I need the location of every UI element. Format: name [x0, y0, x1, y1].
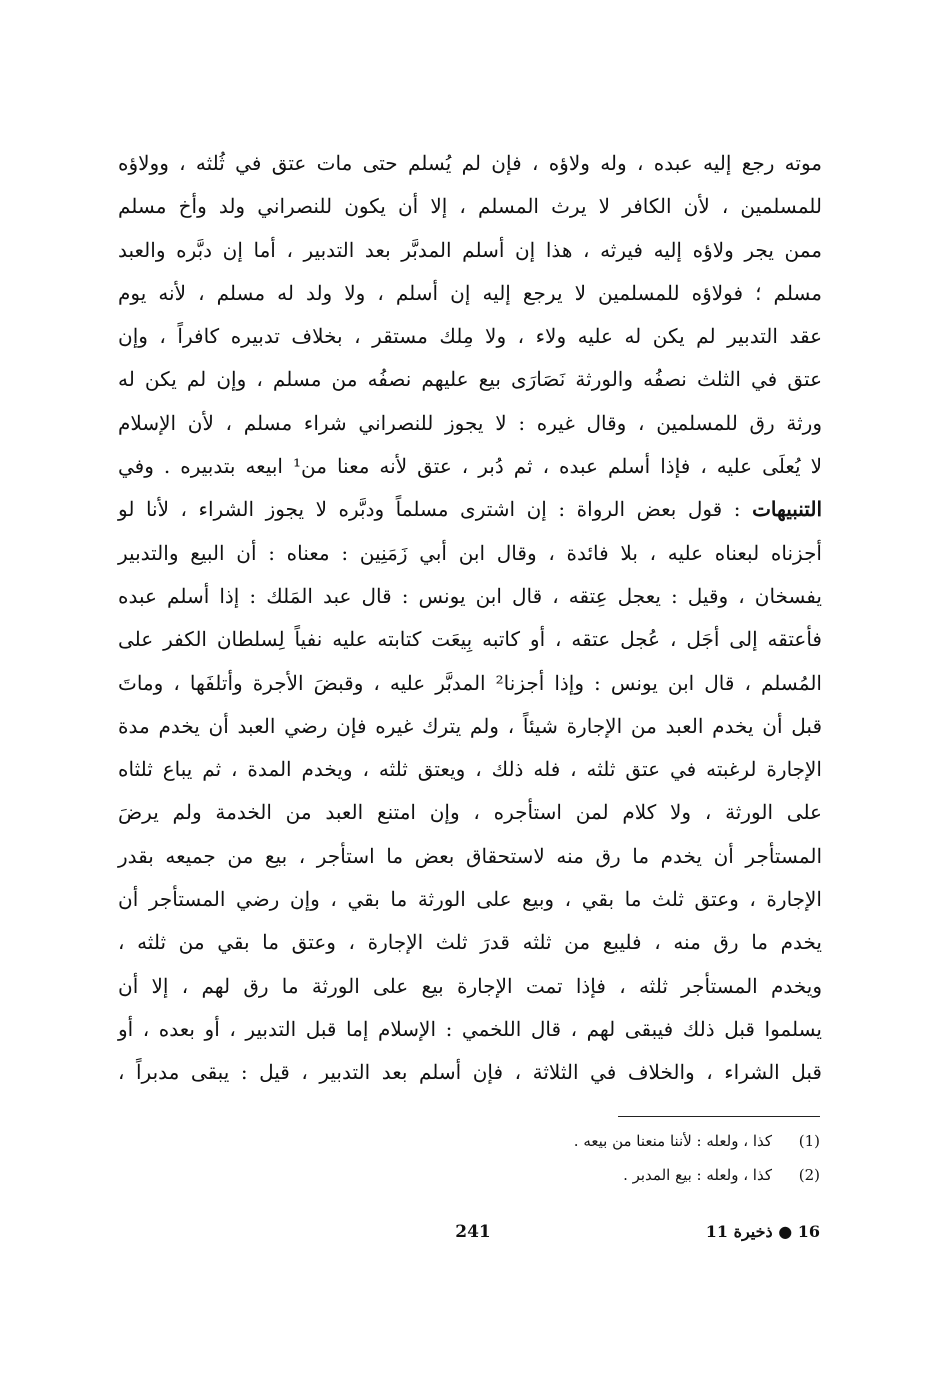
text-line: ورثة رق للمسلمين ، وقال غيره : لا يجوز للنصراني شراء مسلم ، لأن الإسلام — [118, 410, 822, 435]
text-line: لا يُعلَى عليه ، فإذا أسلم عبده ، ثم دُبر ، عتق لأنه معنا من¹ ابيعه بتدبيره . وفي — [118, 454, 823, 479]
text-line: أجزناه لبعناه عليه ، بلا فائدة ، وقال ابن أبي زَمَنِين : معناه : أن البيع والتدبير — [118, 540, 822, 565]
line-rest: قول بعض الرواة : إن اشترى مسلماً ودبَّره لا يجوز الشراء ، لأنا لو — [118, 497, 723, 522]
signature-mark: 16 ● ذخيرة 11 — [705, 1222, 820, 1241]
text-line: التنبيهات : قول بعض الرواة : إن اشترى مسلماً ودبَّره لا يجوز الشراء ، لأنا لو — [118, 497, 822, 522]
footnote-number: (1) — [798, 1132, 820, 1150]
text-line: المُسلم ، قال ابن يونس : وإذا أجزنا² المدبَّر عليه ، وقبضَ الأجرة وأتلفَها ، وماتَ — [118, 670, 822, 695]
text-line: عقد التدبير لم يكن له عليه ولاء ، ولا مِلك مستقر ، بخلاف تدبيره كافراً ، وإن — [118, 324, 822, 349]
text-line: للمسلمين ، لأن الكافر لا يرث المسلم ، إلا أن يكون للنصراني ولد وأخ مسلم — [118, 194, 822, 219]
text-line: يفسخان ، وقيل : يعجل عِتقه ، قال ابن يونس : قال عبد المَلك : إذا أسلم عبده — [118, 583, 822, 608]
footnote-text: كذا ، ولعله : لأننا منعنا من بيعه . — [573, 1132, 772, 1150]
text-line: قبل أن يخدم العبد من الإجارة شيئاً ، ولم يترك غيره فإن رضي العبد أن يخدم مدة — [118, 713, 822, 738]
text-line: ممن يجر ولاؤه إليه فيرثه ، هذا إن أسلم المدبَّر بعد التدبير ، أما إن دبَّره والعبد — [118, 237, 822, 262]
main-text — [118, 142, 822, 1095]
text-line: المستأجر أن يخدم ما رق منه لاستحقاق بعض ما استأجر ، بيع من جميعه بقدر — [118, 843, 822, 868]
bold-term: التنبيهات — [752, 497, 822, 522]
footnotes — [330, 1124, 820, 1192]
footnote-1 — [330, 1124, 820, 1158]
footnote-number: (2) — [798, 1166, 820, 1184]
text-line: يسلموا قبل ذلك فيبقى لهم ، قال اللخمي : الإسلام إما قبل التدبير ، أو بعده ، أو — [118, 1016, 822, 1041]
text-line: موته رجع إليه عبده ، وله ولاؤه ، فإن لم يُسلم حتى مات عتق في ثُلثه ، وولاؤه — [118, 151, 822, 175]
page-number: 241 — [455, 1222, 491, 1242]
text-line: فأعتقه إلى أجَل ، عُجل عتقه ، أو كاتبه بِيعَت كتابته عليه نفياً لِسلطان الكفر على — [118, 627, 822, 652]
footnote-2 — [330, 1158, 820, 1192]
footnote-separator — [618, 1116, 820, 1117]
text-line: قبل الشراء ، والخلاف في الثلاثة ، فإن أسلم بعد التدبير ، قيل : يبقى مدبراً ، — [118, 1060, 822, 1085]
text-line: يخدم ما رق منه ، فليبع من ثلثه قدرَ ثلث الإجارة ، وعتق ما بقي من ثلثه ، — [118, 930, 822, 955]
text-line: الإجارة ، وعتق ثلث ما بقي ، وبيع على الورثة ما بقي ، وإن رضي المستأجر أن — [118, 887, 822, 912]
text-line: ويخدم المستأجر ثلثه ، فإذا تمت الإجارة بيع على الورثة ما رق لهم ، إلا أن — [118, 973, 823, 998]
text-line: على الورثة ، ولا كلام لمن استأجره ، وإن امتنع العبد من الخدمة ولم يرضَ — [118, 800, 822, 825]
text-line: الإجارة لرغبته في عتق ثلثه ، فله ذلك ، ويعتق ثلثه ، ويخدم المدة ، ثم يباع ثلثاه — [118, 757, 822, 782]
text-line: عتق في الثلث نصفُه والورثة نَصَارَى بيع عليهم نصفُه من مسلم ، وإن لم يكن له — [118, 367, 822, 392]
footnote-text: كذا ، ولعله : بيع المدبر . — [623, 1166, 772, 1184]
text-line: مسلم ؛ فولاؤه للمسلمين لا يرجع إليه إن أسلم ، ولا ولد له مسلم ، لأنه يوم — [118, 280, 822, 305]
